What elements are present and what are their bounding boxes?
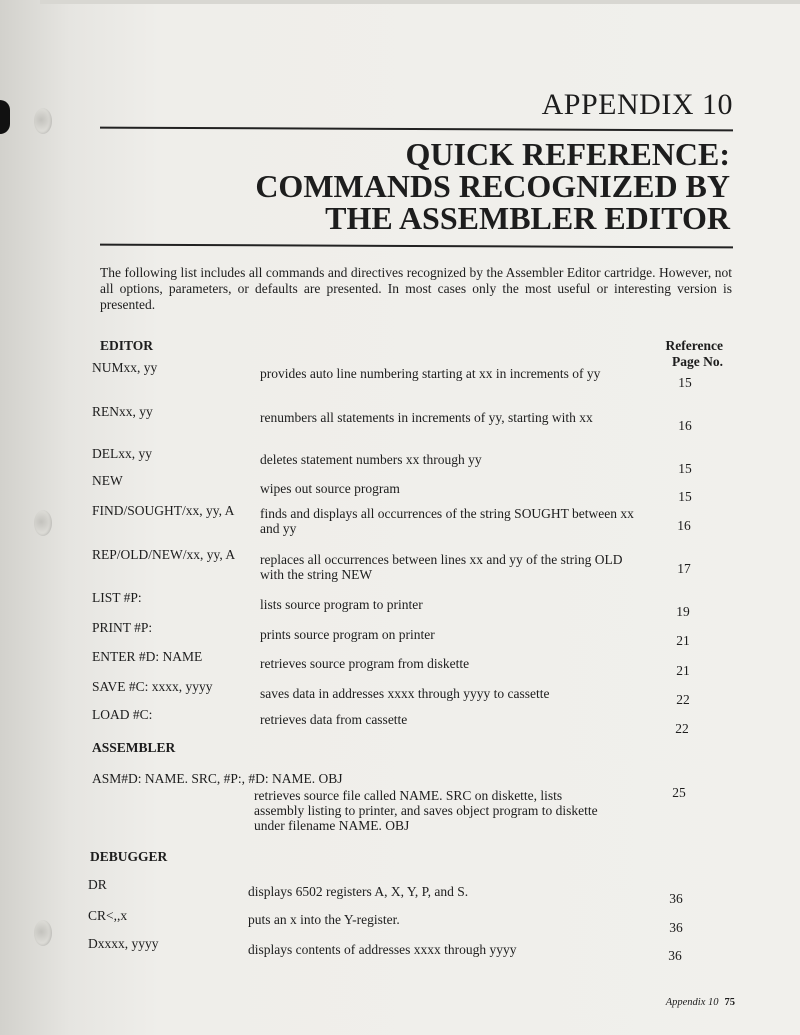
title-rule-bottom <box>100 244 733 248</box>
title-rule-top <box>100 127 733 132</box>
title-line: QUICK REFERENCE: <box>405 136 730 172</box>
command-name: REP/OLD/NEW/xx, yy, A <box>92 547 236 562</box>
command-name: ASM#D: NAME. SRC, #P:, #D: NAME. OBJ <box>92 771 343 786</box>
command-name: DELxx, yy <box>92 446 152 461</box>
command-name: Dxxxx, yyyy <box>88 936 159 951</box>
reference-header-line: Reference <box>665 338 723 353</box>
debugger-heading: DEBUGGER <box>90 849 168 864</box>
command-name: NEW <box>92 473 123 488</box>
command-name: ENTER #D: NAME <box>92 649 203 664</box>
editor-heading: EDITOR <box>100 338 154 353</box>
reference-page-number: 36 <box>668 948 682 963</box>
punch-hole-top <box>34 108 52 134</box>
reference-page-number: 21 <box>676 663 690 678</box>
command-description: saves data in addresses xxxx through yyyy to cassette <box>260 686 550 701</box>
reference-page-number: 22 <box>675 721 689 736</box>
reference-page-number: 22 <box>676 692 690 707</box>
command-description: finds and displays all occurrences of the string SOUGHT between xx and yy <box>260 506 634 536</box>
command-description: deletes statement numbers xx through yy <box>260 452 482 467</box>
title-line: COMMANDS RECOGNIZED BY <box>255 168 730 204</box>
reference-page-number: 17 <box>677 561 691 576</box>
page-top-edge <box>40 0 800 4</box>
command-description: displays 6502 registers A, X, Y, P, and S. <box>248 884 469 899</box>
command-description: retrieves data from cassette <box>260 712 408 727</box>
command-name: RENxx, yy <box>92 404 153 419</box>
reference-page-number: 36 <box>669 920 683 935</box>
command-name: DR <box>88 877 107 892</box>
reference-page-number: 21 <box>676 633 690 648</box>
intro-paragraph: The following list includes all commands and directives recognized by the Assembler Editor cartridge. However, not all options, parameters, or defaults are presented. In most cases only the most useful or interesting version is presented. <box>100 265 732 312</box>
command-description: retrieves source program from diskette <box>260 656 470 671</box>
command-name: LOAD #C: <box>92 707 153 722</box>
command-description: provides auto line numbering starting at xx in increments of yy <box>260 366 601 381</box>
reference-page-number: 15 <box>678 489 692 504</box>
assembler-heading: ASSEMBLER <box>92 740 176 755</box>
page-footer <box>580 997 735 1008</box>
reference-page-number: 15 <box>678 461 692 476</box>
command-description: lists source program to printer <box>260 597 423 612</box>
command-description: retrieves source file called NAME. SRC on diskette, lists assembly listing to printer, and saves object program to diskette under filename NAME. OBJ <box>254 788 598 833</box>
command-description: replaces all occurrences between lines xx and yy of the string OLD with the string NEW <box>260 552 623 582</box>
reference-page-number: 16 <box>677 518 691 533</box>
title-line: THE ASSEMBLER EDITOR <box>325 200 730 236</box>
command-description: prints source program on printer <box>260 627 435 642</box>
appendix-title: APPENDIX 10 <box>541 88 733 121</box>
command-description: puts an x into the Y-register. <box>248 912 400 927</box>
command-description: displays contents of addresses xxxx through yyyy <box>248 942 517 957</box>
reference-header-line: Page No. <box>672 354 723 369</box>
command-name: CR<,,x <box>88 908 128 923</box>
footer-section-label: Appendix 10 <box>665 997 719 1008</box>
main-title <box>200 138 730 234</box>
reference-page-number: 25 <box>672 785 686 800</box>
command-description: wipes out source program <box>260 481 400 496</box>
command-name: LIST #P: <box>92 590 142 605</box>
reference-page-number: 19 <box>676 604 690 619</box>
command-description: renumbers all statements in increments of yy, starting with xx <box>260 410 593 425</box>
command-name: NUMxx, yy <box>92 360 158 375</box>
reference-page-number: 36 <box>669 891 683 906</box>
reference-page-number: 15 <box>678 375 692 390</box>
binder-clip <box>0 100 10 134</box>
command-name: SAVE #C: xxxx, yyyy <box>92 679 213 694</box>
punch-hole-middle <box>34 510 52 536</box>
command-name: PRINT #P: <box>92 620 153 635</box>
punch-hole-bottom <box>34 920 52 946</box>
command-name: FIND/SOUGHT/xx, yy, A <box>92 503 235 518</box>
reference-page-number: 16 <box>678 418 692 433</box>
footer-page-number: 75 <box>724 997 735 1008</box>
